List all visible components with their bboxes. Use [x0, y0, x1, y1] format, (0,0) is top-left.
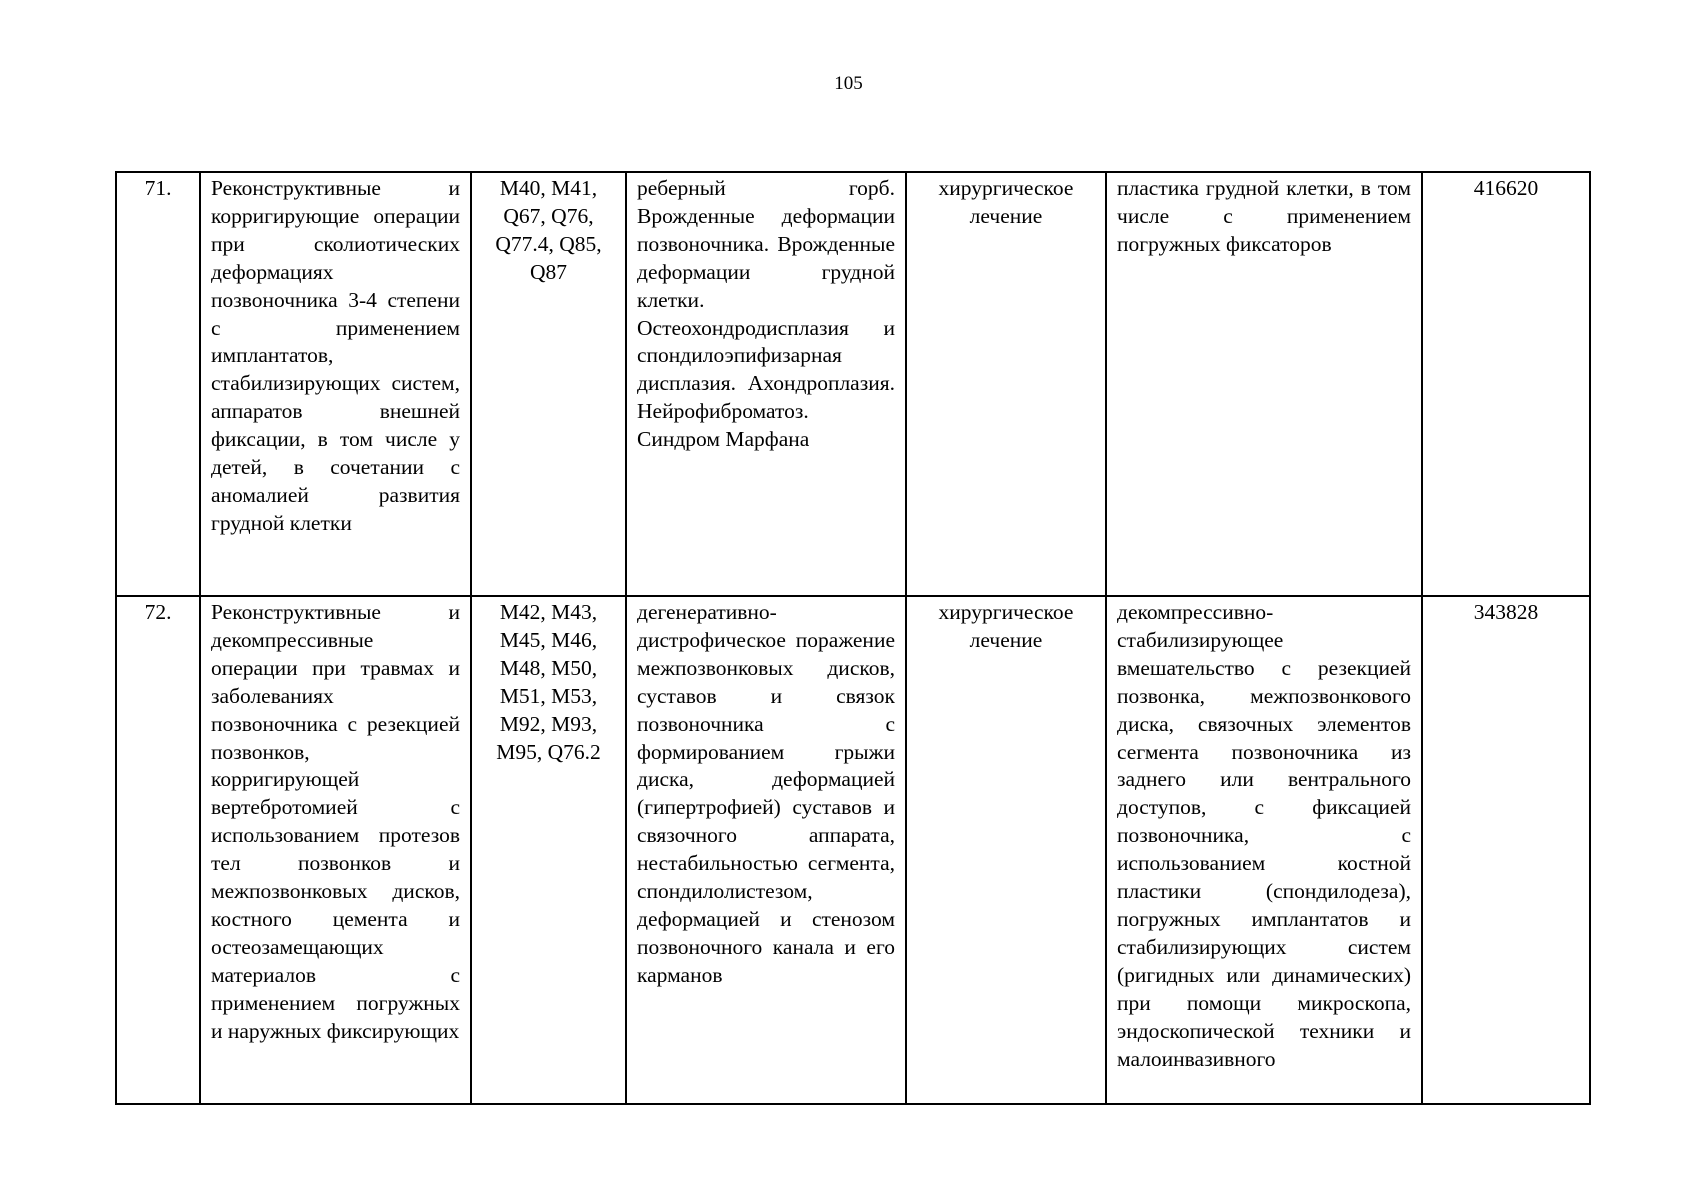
diagnosis-codes-cell: M42, M43, M45, M46, M48, M50, M51, M53, M92, M93, M95, Q76.2: [471, 596, 626, 1104]
diagnosis-codes-cell: M40, M41, Q67, Q76, Q77.4, Q85, Q87: [471, 172, 626, 596]
row-number-cell: 71.: [116, 172, 200, 596]
care-name-cell: Реконструктивные и декомпрессивные операции при травмах и заболеваниях позвоночника с резекцией позвонков, корригирующей вертебротомией с использованием протезов тел позвонков и межпозвонковых дисков, костного цемента и остеозамещающих материалов с применением погружных и наружных фиксирующих: [200, 596, 471, 1104]
cost-cell: 343828: [1422, 596, 1590, 1104]
care-name-cell: Реконструктивные и корригирующие операции при сколиотических деформациях позвоночника 3-4 степени с применением имплантатов, стабилизирующих систем, аппаратов внешней фиксации, в том числе у детей, в сочетании с аномалией развития грудной клетки: [200, 172, 471, 596]
treatment-type-cell: хирургическое лечение: [906, 596, 1106, 1104]
treatment-type-cell: хирургическое лечение: [906, 172, 1106, 596]
treatment-method-cell: декомпрессивно-стабилизирующее вмешательство с резекцией позвонка, межпозвонкового диска, связочных элементов сегмента позвоночника из заднего или вентрального доступов, с фиксацией позвоночника, с использованием костной пластики (спондилодеза), погружных имплантатов и стабилизирующих систем (ригидных или динамических) при помощи микроскопа, эндоскопической техники и малоинвазивного: [1106, 596, 1422, 1104]
page-number: 105: [834, 73, 863, 94]
row-number-cell: 72.: [116, 596, 200, 1104]
treatment-method-cell: пластика грудной клетки, в том числе с применением погружных фиксаторов: [1106, 172, 1422, 596]
table-row: [116, 596, 1590, 1104]
patient-model-cell: дегенеративно-дистрофическое поражение межпозвонковых дисков, суставов и связок позвоночника с формированием грыжи диска, деформацией (гипертрофией) суставов и связочного аппарата, нестабильностью сегмента, спондилолистезом, деформацией и стенозом позвоночного канала и его карманов: [626, 596, 906, 1104]
care-types-table: [115, 171, 1591, 1105]
patient-model-cell: реберный горб. Врожденные деформации позвоночника. Врожденные деформации грудной клетки. Остеохондродисплазия и спондилоэпифизарная дисплазия. Ахондроплазия. Нейрофиброматоз. Синдром Марфана: [626, 172, 906, 596]
table-row: [116, 172, 1590, 596]
cost-cell: 416620: [1422, 172, 1590, 596]
